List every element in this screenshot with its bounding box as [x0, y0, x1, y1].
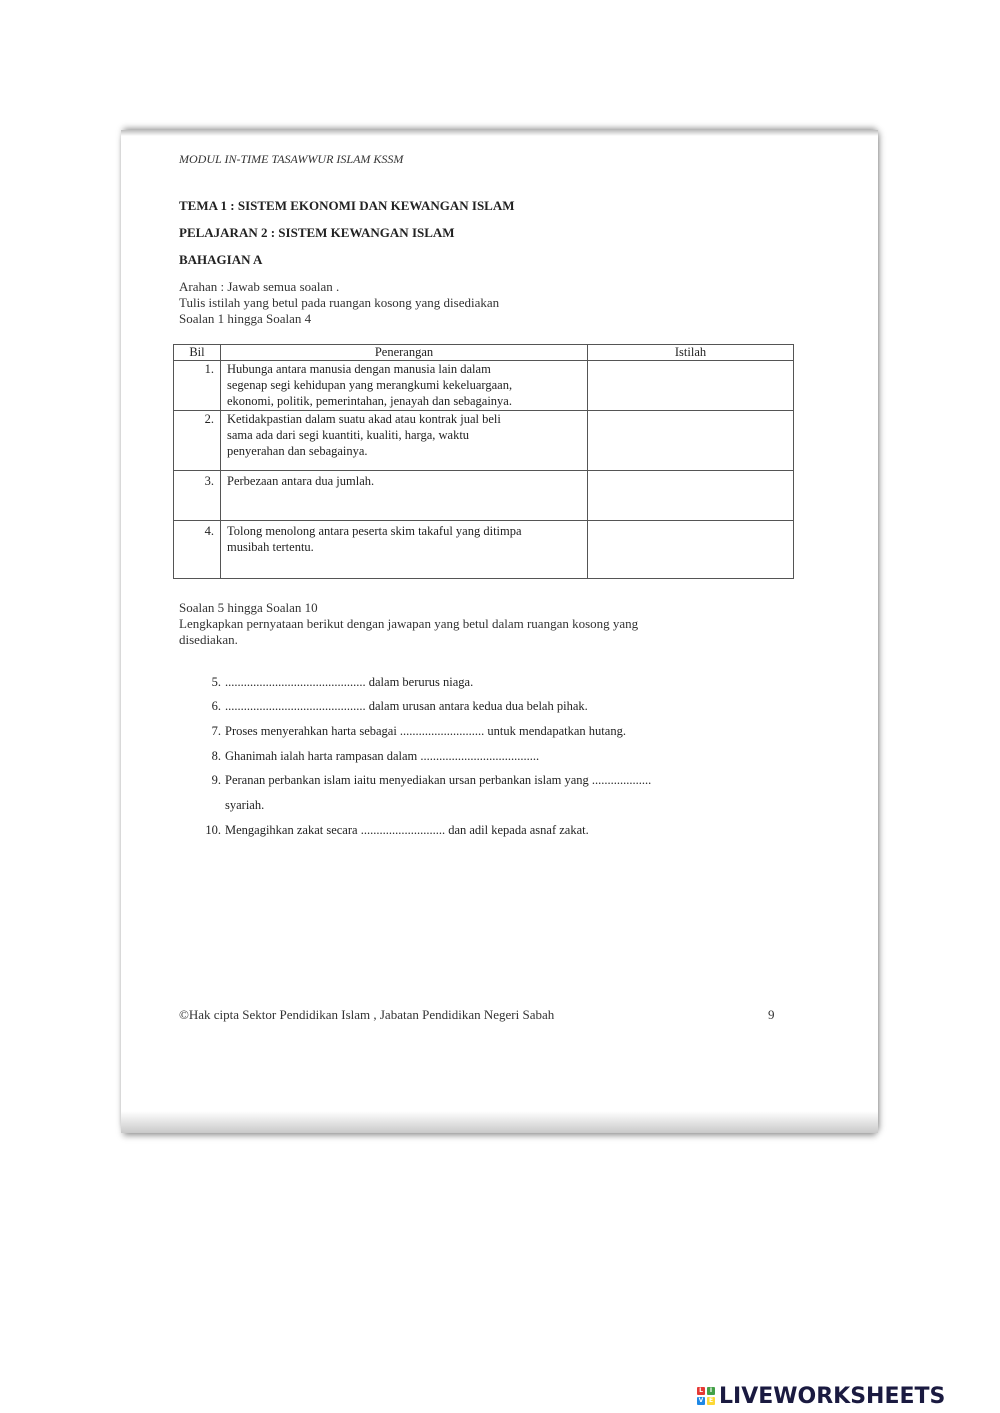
description-line: Tolong menolong antara peserta skim takaful yang ditimpa [227, 524, 522, 538]
copyright-footer: ©Hak cipta Sektor Pendidikan Islam , Jabatan Pendidikan Negeri Sabah [179, 1007, 555, 1022]
list-item[interactable] [199, 749, 539, 764]
header-istilah: Istilah [588, 345, 794, 361]
question-number: 7. [211, 724, 221, 738]
table-row [174, 521, 794, 579]
question-number: 5. [211, 675, 221, 689]
description-line: musibah tertentu. [227, 540, 314, 554]
answer-cell[interactable] [588, 361, 794, 411]
description-line: Perbezaan antara dua jumlah. [227, 474, 375, 488]
section2-line: disediakan. [179, 632, 238, 647]
question-text: Peranan perbankan islam iaitu menyediakan ursan perbankan islam yang ................... [225, 773, 652, 787]
list-item[interactable] [199, 699, 588, 714]
tema-heading: TEMA 1 : SISTEM EKONOMI DAN KEWANGAN ISLAM [179, 198, 515, 213]
worksheet-page [121, 130, 878, 1133]
liveworksheets-logo-icon [697, 1387, 715, 1405]
liveworksheets-brand[interactable] [697, 1382, 945, 1410]
question-text: Proses menyerahkan harta sebagai ........................... untuk mendapatkan hutang. [225, 724, 626, 738]
row-description [221, 411, 588, 471]
description-line: Ketidakpastian dalam suatu akad atau kontrak jual beli [227, 412, 501, 426]
table-header-row [174, 345, 794, 361]
row-number: 3. [174, 471, 221, 521]
row-number: 4. [174, 521, 221, 579]
brand-text: LIVEWORKSHEETS [719, 1383, 946, 1409]
list-item[interactable] [199, 724, 626, 739]
row-number: 2. [174, 411, 221, 471]
instruction-line: Tulis istilah yang betul pada ruangan kosong yang disediakan [179, 295, 500, 310]
question-number: 10. [205, 823, 221, 837]
description-line: segenap segi kehidupan yang merangkumi kekeluargaan, [227, 378, 513, 392]
logo-tile: I [707, 1387, 715, 1395]
instruction-line: Arahan : Jawab semua soalan . [179, 279, 340, 294]
pelajaran-heading: PELAJARAN 2 : SISTEM KEWANGAN ISLAM [179, 225, 455, 240]
description-line: Hubunga antara manusia dengan manusia lain dalam [227, 362, 491, 376]
table-row [174, 411, 794, 471]
row-description [221, 521, 588, 579]
row-description [221, 471, 588, 521]
question-number: 8. [211, 749, 221, 763]
table-row [174, 471, 794, 521]
bahagian-heading: BAHAGIAN A [179, 252, 263, 267]
question-text: ............................................. dalam urusan antara kedua dua belah pihak. [225, 699, 588, 713]
row-description [221, 361, 588, 411]
answer-cell[interactable] [588, 411, 794, 471]
table-row [174, 361, 794, 411]
description-line: penyerahan dan sebagainya. [227, 444, 368, 458]
question-text: ............................................. dalam berurus niaga. [225, 675, 474, 689]
section2-line: Lengkapkan pernyataan berikut dengan jawapan yang betul dalam ruangan kosong yang [179, 616, 639, 631]
description-line: ekonomi, politik, pemerintahan, jenayah dan sebagainya. [227, 394, 512, 408]
page-number: 9 [768, 1007, 775, 1022]
question-text: syariah. [225, 798, 265, 812]
instructions [179, 279, 499, 327]
section2-line: Soalan 5 hingga Soalan 10 [179, 600, 318, 615]
list-item [199, 798, 264, 813]
header-penerangan: Penerangan [221, 345, 588, 361]
list-item[interactable] [199, 773, 651, 788]
list-item[interactable] [199, 675, 473, 690]
question-text: Mengagihkan zakat secara ........................... dan adil kepada asnaf zakat. [225, 823, 589, 837]
logo-tile: V [698, 1397, 704, 1404]
logo-tile: E [708, 1397, 714, 1404]
question-text: Ghanimah ialah harta rampasan dalam ...................................... [225, 749, 540, 763]
instruction-line: Soalan 1 hingga Soalan 4 [179, 311, 312, 326]
row-number: 1. [174, 361, 221, 411]
logo-tile: L [697, 1387, 705, 1395]
list-item[interactable] [199, 823, 589, 838]
question-table [173, 344, 794, 579]
section2-instructions [179, 600, 638, 648]
header-bil: Bil [174, 345, 221, 361]
question-number: 9. [211, 773, 221, 787]
answer-cell[interactable] [588, 521, 794, 579]
description-line: sama ada dari segi kuantiti, kualiti, harga, waktu [227, 428, 470, 442]
answer-cell[interactable] [588, 471, 794, 521]
question-number: 6. [211, 699, 221, 713]
module-title: MODUL IN-TIME TASAWWUR ISLAM KSSM [179, 152, 404, 166]
